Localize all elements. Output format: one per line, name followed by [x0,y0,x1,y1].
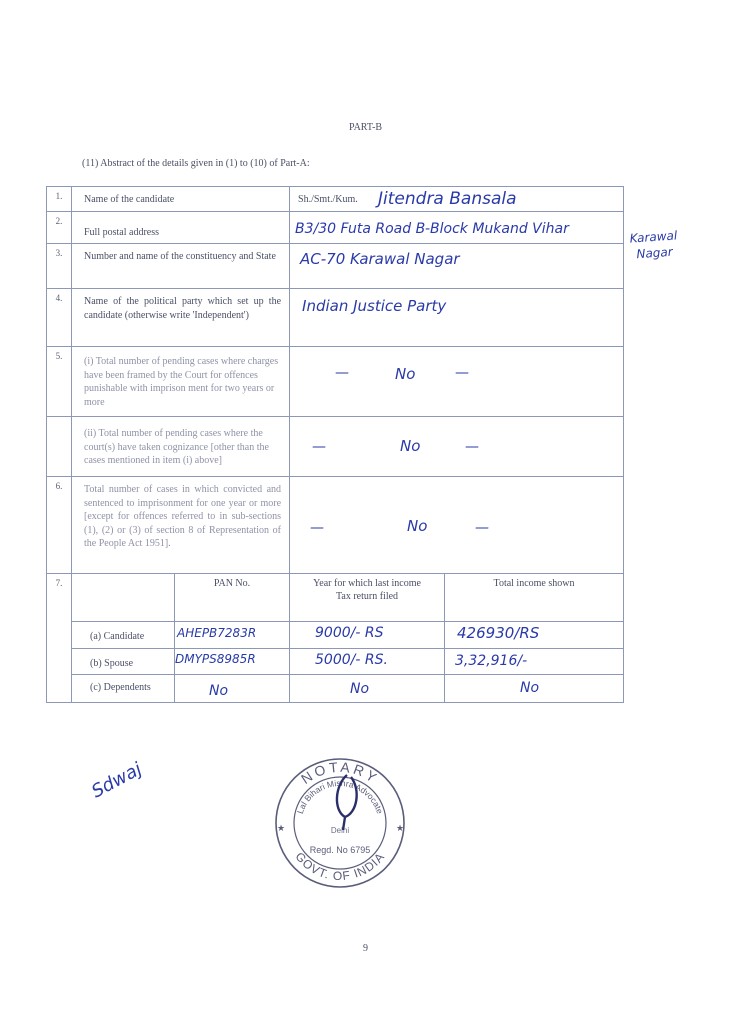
stamp-top-text: NOTARY [298,758,382,787]
candidate-income-cell [445,622,624,649]
notary-seal-icon [265,755,415,890]
cognizance-cases-label: (ii) Total number of pending cases where the court(s) have taken cognizance [other than the cases mentioned in item (i) above] [72,417,290,477]
candidate-name-label: Name of the candidate [72,187,290,212]
row-number: 7. [47,574,72,703]
dependents-pan: No [209,683,229,699]
postal-address-label: Full postal address [72,211,290,244]
pan-header: PAN No. [175,574,290,622]
party-value: Indian Justice Party [302,297,447,315]
dash-mark: — [455,365,470,381]
row-number: 5. [47,347,72,417]
row-number: 6. [47,477,72,574]
constituency-cell [290,244,624,289]
row-1 [47,187,624,212]
abstract-table [46,186,624,703]
candidate-pan-cell [175,622,290,649]
row-number: 3. [47,244,72,289]
candidate-income: 426930/RS [457,624,540,642]
row-6 [47,477,624,574]
pending-cases-label: (i) Total number of pending cases where charges have been framed by the Court for offences punishable with imprison ment for two years or more [72,347,290,417]
postal-address-cell [290,211,624,244]
stamp-bottom-text: GOVT. OF INDIA [292,849,388,884]
star-icon: ★ [396,824,405,834]
party-label: Name of the political party which set up the candidate (otherwise write 'Independent') [72,289,290,347]
candidate-name-value: Jitendra Bansala [378,189,517,209]
convicted-cases-cell [290,477,624,574]
spouse-year: 5000/- RS. [315,652,388,668]
star-icon: ★ [277,824,286,834]
candidate-year-cell [290,622,445,649]
dependents-row [47,675,624,703]
signature: Sdwaj [88,758,146,803]
dash-mark: — [312,439,327,455]
candidate-name-cell [290,187,624,212]
page-number: 9 [363,943,368,954]
pending-cases-cell [290,347,624,417]
candidate-year: 9000/- RS [315,625,384,641]
spouse-row [47,649,624,675]
abstract-caption: (11) Abstract of the details given in (1) to (10) of Part-A: [82,158,310,169]
spouse-pan: DMYPS8985R [175,652,256,666]
cognizance-cases-cell [290,417,624,477]
constituency-label: Number and name of the constituency and State [72,244,290,289]
address-overflow: Karawal Nagar [629,228,678,262]
row-number: 1. [47,187,72,212]
dash-mark: — [475,520,490,536]
spouse-year-cell [290,649,445,675]
row-5 [47,347,624,417]
spouse-pan-cell [175,649,290,675]
dash-mark: — [465,439,480,455]
convicted-cases-label: Total number of cases in which convicted and sentenced to imprisonment for one year or more [except for offences referred to in sub-sections (1), (2) or (3) of section 8 of Representation of the People Act 1951]. [72,477,290,574]
pending-cases-value: No [395,365,416,383]
dependents-label: (c) Dependents [72,675,175,703]
dash-mark: — [310,520,325,536]
row-3 [47,244,624,289]
row-7-header [47,574,624,622]
dependents-income-cell [445,675,624,703]
dependents-year: No [350,681,370,697]
stamp-name-text: Lal Bihari Mishra Advocate [294,777,386,816]
party-cell [290,289,624,347]
row-number: 2. [47,211,72,244]
spouse-income: 3,32,916/- [455,653,528,669]
income-header: Total income shown [445,574,624,622]
convicted-cases-value: No [407,517,428,535]
title-prefix: Sh./Smt./Kum. [298,194,358,205]
row-number: 4. [47,289,72,347]
dash-mark: — [335,365,350,381]
dependents-year-cell [290,675,445,703]
stamp-center-text: Delhi [330,826,350,835]
spouse-income-cell [445,649,624,675]
row-5b [47,417,624,477]
cognizance-cases-value: No [400,437,421,455]
stamp-regd-text: Regd. No 6795 [309,845,371,855]
postal-address-value: B3/30 Futa Road B-Block Mukand Vihar [295,220,569,237]
dependents-pan-cell [175,675,290,703]
candidate-row [47,622,624,649]
notary-stamp [265,755,415,890]
dependents-income: No [520,680,540,696]
row-4 [47,289,624,347]
blank-header [72,574,175,622]
constituency-value: AC-70 Karawal Nagar [300,250,460,268]
row-2 [47,211,624,244]
candidate-pan: AHEPB7283R [177,626,257,640]
candidate-label: (a) Candidate [72,622,175,649]
row-number [47,417,72,477]
spouse-label: (b) Spouse [72,649,175,675]
year-header: Year for which last income Tax return filed [290,574,445,622]
part-heading: PART-B [348,122,383,133]
